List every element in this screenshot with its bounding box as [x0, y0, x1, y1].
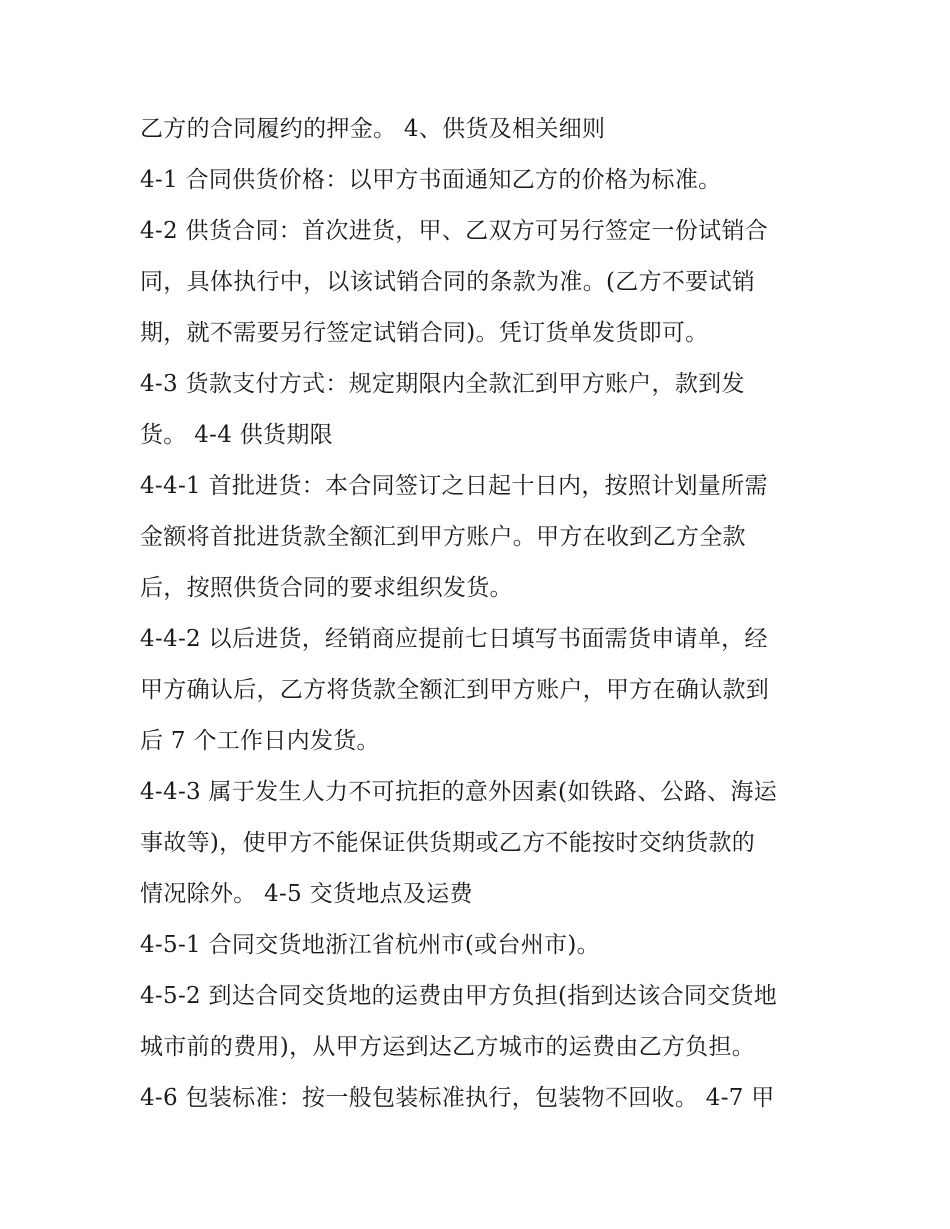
text-line: 期，就不需要另行签定试销合同)。凭订货单发货即可。 [140, 320, 709, 346]
text-line: 4-4-3 属于发生人力不可抗拒的意外因素(如铁路、公路、海运 [140, 779, 778, 805]
text-line: 乙方的合同履约的押金。 4、供货及相关细则 [140, 116, 606, 142]
text-line: 4-5-1 合同交货地浙江省杭州市(或台州市)。 [140, 932, 600, 958]
text-line: 4-6 包装标准：按一般包装标准执行，包装物不回收。 4-7 甲 [140, 1085, 775, 1111]
text-line: 货。 4-4 供货期限 [140, 422, 333, 448]
text-line: 事故等)，使甲方不能保证供货期或乙方不能按时交纳货款的 [140, 830, 756, 856]
text-line: 情况除外。 4-5 交货地点及运费 [140, 881, 473, 907]
text-line: 金额将首批进货款全额汇到甲方账户。甲方在收到乙方全款 [140, 524, 746, 550]
text-line: 后 7 个工作日内发货。 [140, 728, 380, 754]
text-line: 4-1 合同供货价格：以甲方书面通知乙方的价格为标准。 [140, 167, 722, 193]
text-line: 4-4-2 以后进货，经销商应提前七日填写书面需货申请单，经 [140, 626, 768, 652]
text-line: 4-2 供货合同：首次进货，甲、乙双方可另行签定一份试销合 [140, 218, 769, 244]
text-line: 甲方确认后，乙方将货款全额汇到甲方账户，甲方在确认款到 [140, 677, 770, 703]
text-line: 4-5-2 到达合同交货地的运费由甲方负担(指到达该合同交货地 [140, 983, 778, 1009]
text-line: 城市前的费用)，从甲方运到达乙方城市的运费由乙方负担。 [140, 1034, 756, 1060]
text-line: 4-4-1 首批进货：本合同签订之日起十日内，按照计划量所需 [140, 473, 768, 499]
text-line: 后，按照供货合同的要求组织发货。 [140, 575, 513, 601]
text-line: 4-3 货款支付方式：规定期限内全款汇到甲方账户，款到发 [140, 371, 745, 397]
document-body [140, 104, 830, 1124]
text-line: 同，具体执行中，以该试销合同的条款为准。(乙方不要试销 [140, 269, 756, 295]
